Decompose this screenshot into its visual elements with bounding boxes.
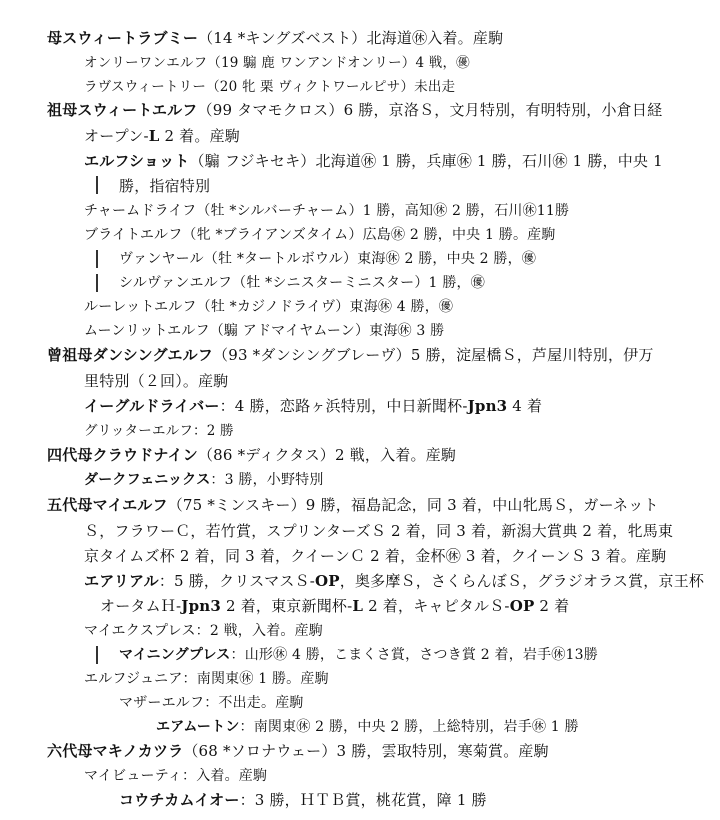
line-air-mouton: エアムートン：南関東㊡ 2 勝，中央 2 勝，上総特別，岩手㊡ 1 勝 (156, 719, 579, 735)
line-grandmother-cont: オープン-L 2 着。産駒 (84, 127, 240, 145)
tree-connector (96, 176, 98, 194)
line-bright-elf: ブライトエルフ（牝 *ブライアンズタイム）広島㊡ 2 勝，中央 1 勝。産駒 (84, 227, 556, 243)
line-elf-junior: エルフジュニア：南関東㊡ 1 勝。産駒 (84, 671, 329, 687)
line-moonlit-elf: ムーンリットエルフ（騸 アドマイヤムーン）東海㊡ 3 勝 (84, 323, 445, 339)
line-aerial-cont: オータムＨ-Jpn3 2 着，東京新聞杯-L 2 着，キャピタルＳ-OP 2 着 (100, 597, 570, 615)
line-4th-dam: 四代母クラウドナイン（86 *ディクタス）2 戦，入着。産駒 (47, 446, 457, 464)
line-5th-dam: 五代母マイエルフ（75 *ミンスキー）9 勝，福島記念，同 3 着，中山牝馬Ｓ，ガーネット (47, 496, 659, 514)
line-offspring-2: ラヴスウィートリー（20 牝 栗 ヴィクトワールピサ）未出走 (84, 79, 456, 95)
line-aerial: エアリアル：5 勝，クリスマスＳ-OP，奥多摩Ｓ，さくらんぼＳ，グラジオラス賞，京王杯 (84, 572, 705, 590)
line-glitter-elf: グリッターエルフ：2 勝 (84, 423, 234, 439)
tree-connector (96, 274, 98, 292)
line-my-express: マイエクスプレス：2 戦，入着。産駒 (84, 623, 323, 639)
line-elfshot-cont: 勝，指宿特別 (119, 177, 211, 195)
line-mother: 母スウィートラブミー（14 *キングズベスト）北海道㊡入着。産駒 (47, 29, 504, 47)
line-dark-phoenix: ダークフェニックス：3 勝，小野特別 (84, 472, 324, 488)
line-5th-dam-cont-1: Ｓ，フラワーＣ，若竹賞，スプリンターズＳ 2 着，同 3 着，新潟大賞典 2 着，牝馬東 (84, 522, 674, 540)
line-mother-elf: マザーエルフ：不出走。産駒 (119, 695, 304, 711)
tree-connector (96, 646, 98, 664)
line-great-grandmother: 曾祖母ダンシングエルフ（93 *ダンシングブレーヴ）5 勝，淀屋橋Ｓ，芦屋川特別，伊万 (47, 346, 654, 364)
line-6th-dam: 六代母マキノカツラ（68 *ソロナウェー）3 勝，雲取特別，寒菊賞。産駒 (47, 742, 549, 760)
line-great-grandmother-cont: 里特別（２回）。産駒 (84, 372, 229, 390)
line-eagle-driver: イーグルドライバー：4 勝，恋路ヶ浜特別，中日新聞杯-Jpn3 4 着 (84, 397, 543, 415)
line-offspring-1: オンリーワンエルフ（19 騸 鹿 ワンアンドオンリー）4 戦，㊝ (84, 55, 470, 71)
line-grandmother: 祖母スウィートエルフ（99 タマモクロス）6 勝，京洛Ｓ，文月特別，有明特別，小倉日経 (47, 101, 663, 119)
line-5th-dam-cont-2: 京タイムズ杯 2 着，同 3 着，クイーンＣ 2 着，金杯㊡ 3 着，クイーンＳ 3 着。産駒 (84, 547, 667, 565)
line-my-beauty: マイビューティ：入着。産駒 (84, 768, 268, 784)
line-sylvan-elf: シルヴァンエルフ（牡 *シニスターミニスター）1 勝，㊝ (119, 275, 485, 291)
line-charmed-life: チャームドライフ（牡 *シルバーチャーム）1 勝，高知㊡ 2 勝，石川㊡11勝 (84, 203, 570, 219)
line-roulette-elf: ルーレットエルフ（牡 *カジノドライヴ）東海㊡ 4 勝，㊝ (84, 299, 454, 315)
tree-connector (96, 250, 98, 268)
line-mining-press: マイニングプレス：山形㊡ 4 勝，こまくさ賞，さつき賞 2 着，岩手㊡13勝 (119, 647, 598, 663)
line-elfshot: エルフショット（騸 フジキセキ）北海道㊡ 1 勝，兵庫㊡ 1 勝，石川㊡ 1 勝，中央 1 (84, 152, 663, 170)
line-vanyar: ヴァンヤール（牡 *タートルボウル）東海㊡ 2 勝，中央 2 勝，㊝ (119, 251, 537, 267)
line-kochi-kamuio: コウチカムイオー：3 勝，ＨＴＢ賞，桃花賞，障 1 勝 (119, 791, 487, 809)
